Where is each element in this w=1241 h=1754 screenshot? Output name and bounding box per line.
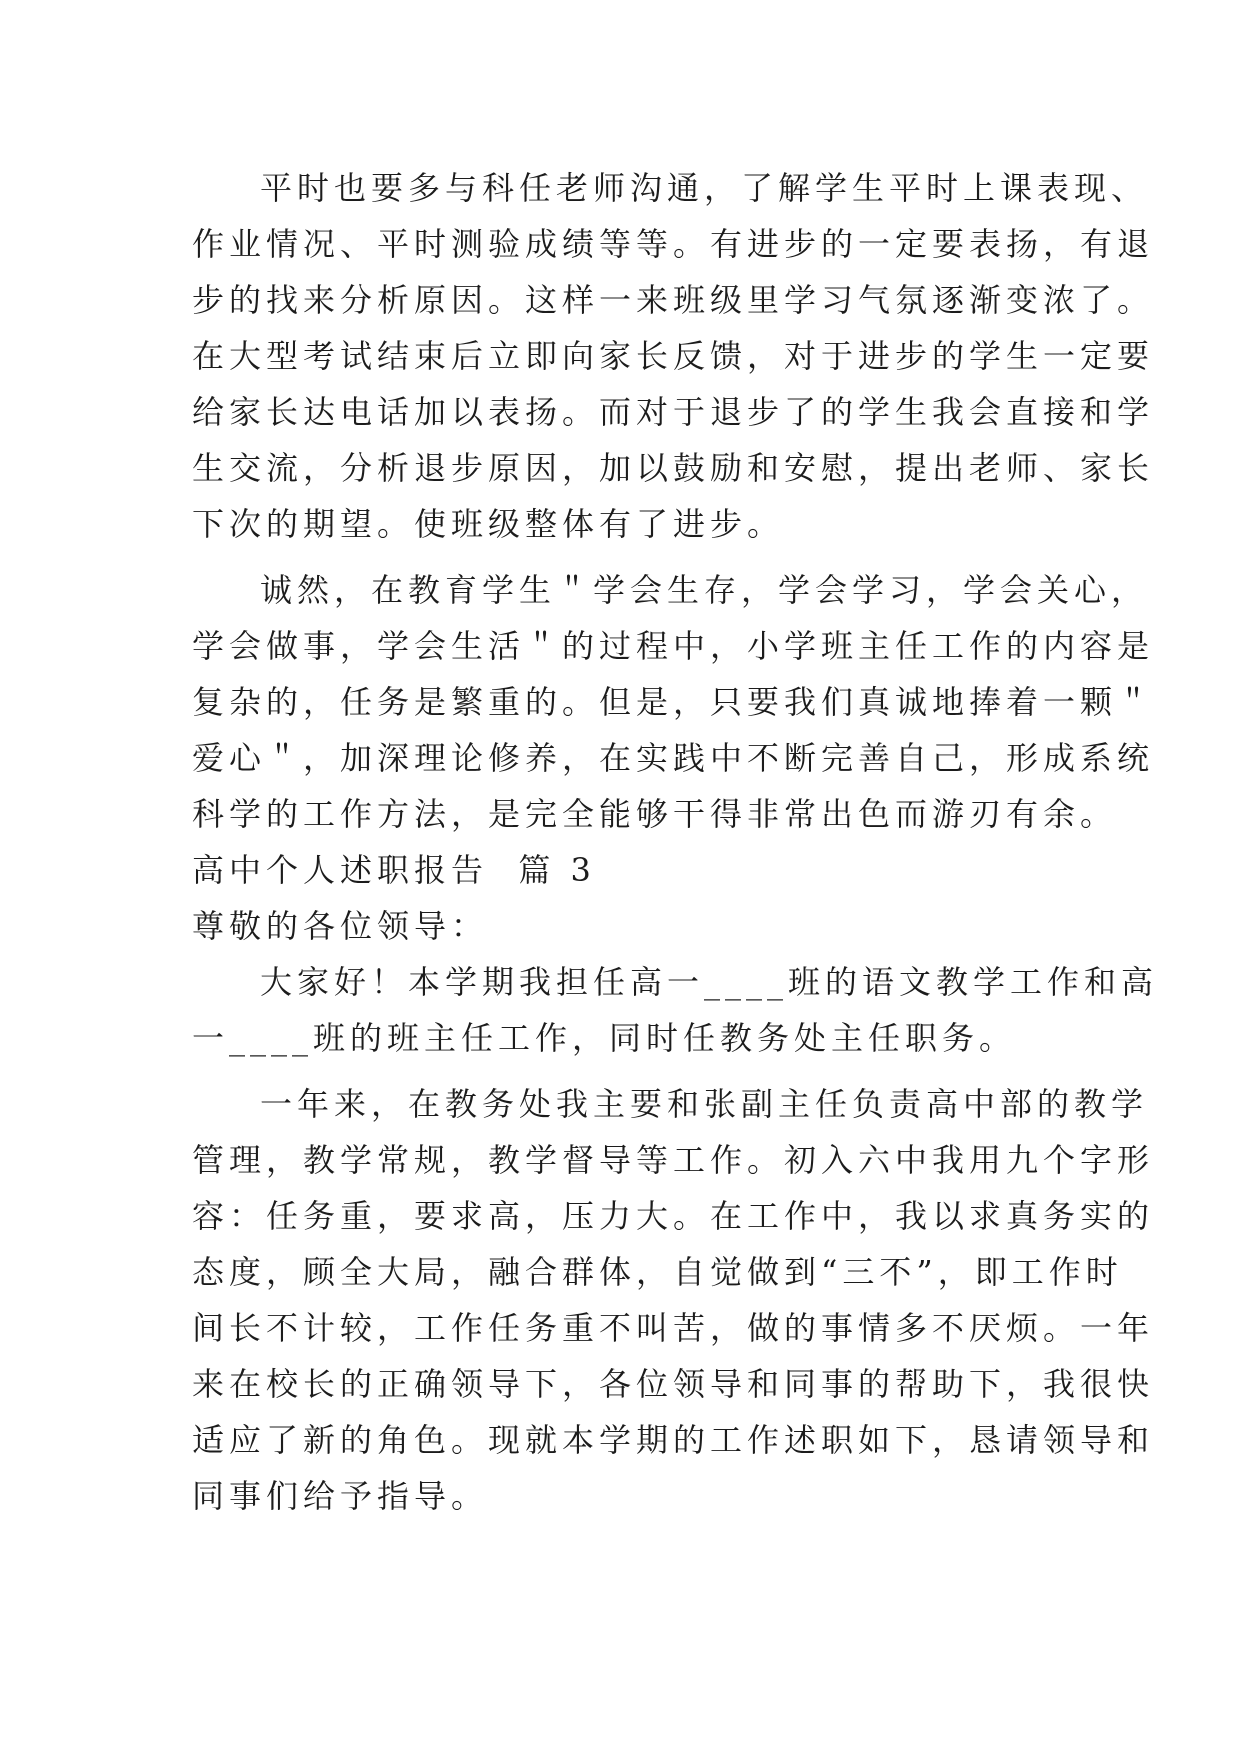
- text-line: 一年来，在教务处我主要和张副主任负责高中部的教学: [260, 1085, 1149, 1123]
- text-line: 平时也要多与科任老师沟通，了解学生平时上课表现、: [260, 169, 1149, 207]
- paragraph-3: [192, 954, 1159, 1066]
- text-line: 来在校长的正确领导下，各位领导和同事的帮助下，我很快: [192, 1365, 1155, 1403]
- text-line: 给家长达电话加以表扬。而对于退步了的学生我会直接和学: [192, 393, 1155, 431]
- paragraph-4: [192, 1076, 1155, 1524]
- text-line: 诚然，在教育学生＂学会生存，学会学习，学会关心，: [260, 571, 1149, 609]
- text-line: 作业情况、平时测验成绩等等。有进步的一定要表扬，有退: [192, 225, 1155, 263]
- document-body: [192, 160, 1159, 1524]
- text-line: 一____班的班主任工作，同时任教务处主任职务。: [192, 1019, 1017, 1057]
- text-line: 间长不计较，工作任务重不叫苦，做的事情多不厌烦。一年: [192, 1309, 1155, 1347]
- section-title: 高中个人述职报告 篇 3: [192, 851, 596, 889]
- text-line: 在大型考试结束后立即向家长反馈，对于进步的学生一定要: [192, 337, 1155, 375]
- text-line: 容：任务重，要求高，压力大。在工作中，我以求真务实的: [192, 1197, 1155, 1235]
- text-line: 爱心＂，加深理论修养，在实践中不断完善自己，形成系统: [192, 739, 1155, 777]
- text-line: 大家好！本学期我担任高一____班的语文教学工作和高: [260, 963, 1159, 1001]
- text-line: 学会做事，学会生活＂的过程中，小学班主任工作的内容是: [192, 627, 1155, 665]
- text-line: 同事们给予指导。: [192, 1477, 489, 1515]
- text-line: 复杂的，任务是繁重的。但是，只要我们真诚地捧着一颗＂: [192, 683, 1155, 721]
- text-line: 科学的工作方法，是完全能够干得非常出色而游刃有余。: [192, 795, 1118, 833]
- text-line: 态度，顾全大局，融合群体，自觉做到“三不”，即工作时: [192, 1253, 1123, 1291]
- salutation: 尊敬的各位领导：: [192, 907, 489, 945]
- text-line: 管理，教学常规，教学督导等工作。初入六中我用九个字形: [192, 1141, 1155, 1179]
- text-line: 下次的期望。使班级整体有了进步。: [192, 505, 785, 543]
- text-line: 步的找来分析原因。这样一来班级里学习气氛逐渐变浓了。: [192, 281, 1155, 319]
- paragraph-1: [192, 160, 1155, 552]
- text-line: 生交流，分析退步原因，加以鼓励和安慰，提出老师、家长: [192, 449, 1155, 487]
- text-line: 适应了新的角色。现就本学期的工作述职如下，恳请领导和: [192, 1421, 1155, 1459]
- paragraph-2: [192, 562, 1155, 842]
